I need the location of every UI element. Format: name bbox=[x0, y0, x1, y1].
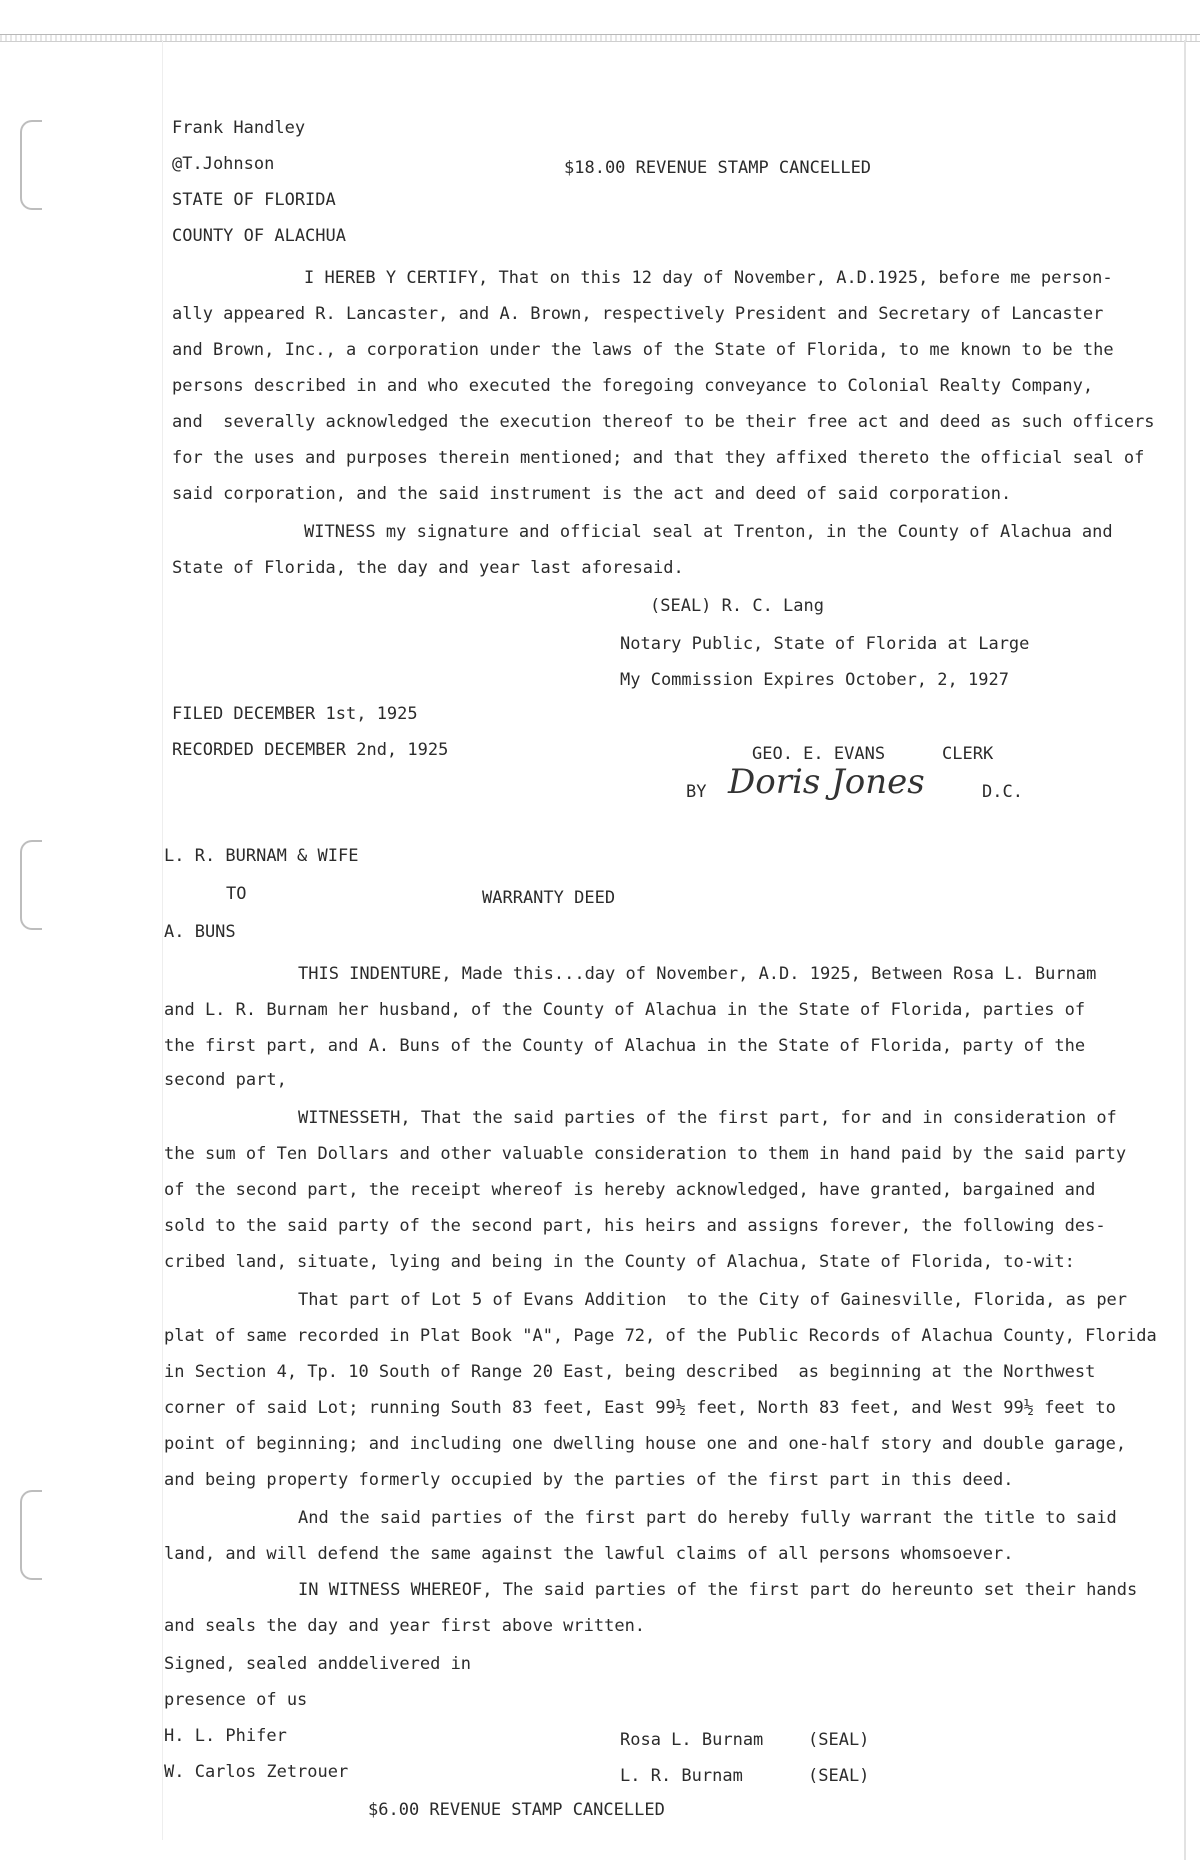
seal-1: (SEAL) bbox=[808, 1730, 870, 1750]
deed-line: That part of Lot 5 of Evans Addition to the City of Gainesville, Florida, as per bbox=[298, 1290, 1128, 1310]
revenue-stamp-2: $6.00 REVENUE STAMP CANCELLED bbox=[368, 1800, 665, 1820]
witness-2: W. Carlos Zetrouer bbox=[164, 1762, 349, 1782]
deed-line: land, and will defend the same against the lawful claims of all persons whomsoever. bbox=[164, 1544, 1014, 1564]
header-name-2: @T.Johnson bbox=[172, 154, 275, 174]
deed-line: and being property formerly occupied by the parties of the first part in this deed. bbox=[164, 1470, 1014, 1490]
ack-line: State of Florida, the day and year last aforesaid. bbox=[172, 558, 684, 578]
filed-date: FILED DECEMBER 1st, 1925 bbox=[172, 704, 418, 724]
binder-hole-bottom bbox=[20, 1490, 42, 1580]
ack-line: for the uses and purposes therein mentioned; and that they affixed thereto the official seal of bbox=[172, 448, 1145, 468]
deed-line: in Section 4, Tp. 10 South of Range 20 East, being described as beginning at the Northwest bbox=[164, 1362, 1096, 1382]
left-margin-line bbox=[162, 40, 163, 1840]
revenue-stamp-1: $18.00 REVENUE STAMP CANCELLED bbox=[564, 158, 872, 178]
deputy-clerk-signature: Doris Jones bbox=[728, 762, 925, 802]
seal-2: (SEAL) bbox=[808, 1766, 870, 1786]
deed-line: presence of us bbox=[164, 1690, 308, 1710]
recorded-date: RECORDED DECEMBER 2nd, 1925 bbox=[172, 740, 449, 760]
notary-commission: My Commission Expires October, 2, 1927 bbox=[620, 670, 1009, 690]
grantor-signature-1: Rosa L. Burnam bbox=[620, 1730, 764, 1750]
to-label: TO bbox=[226, 884, 247, 904]
deed-line: sold to the said party of the second part, his heirs and assigns forever, the following des- bbox=[164, 1216, 1106, 1236]
grantor-party: L. R. BURNAM & WIFE bbox=[164, 846, 359, 866]
grantee-party: A. BUNS bbox=[164, 922, 236, 942]
clerk-name: GEO. E. EVANS bbox=[752, 744, 886, 764]
witness-1: H. L. Phifer bbox=[164, 1726, 287, 1746]
deputy-clerk-label: D.C. bbox=[982, 782, 1023, 802]
grantor-signature-2: L. R. Burnam bbox=[620, 1766, 743, 1786]
deed-line: cribed land, situate, lying and being in the County of Alachua, State of Florida, to-wit: bbox=[164, 1252, 1075, 1272]
header-name-1: Frank Handley bbox=[172, 118, 306, 138]
ack-line: I HEREB Y CERTIFY, That on this 12 day of November, A.D.1925, before me person- bbox=[304, 268, 1113, 288]
ack-line: and severally acknowledged the execution thereof to be their free act and deed as such officers bbox=[172, 412, 1155, 432]
by-label: BY bbox=[686, 782, 707, 802]
deed-line: and L. R. Burnam her husband, of the County of Alachua in the State of Florida, parties of bbox=[164, 1000, 1086, 1020]
ack-line: WITNESS my signature and official seal at Trenton, in the County of Alachua and bbox=[304, 522, 1113, 542]
deed-line: plat of same recorded in Plat Book "A", Page 72, of the Public Records of Alachua County, Florida bbox=[164, 1326, 1157, 1346]
deed-line: of the second part, the receipt whereof is hereby acknowledged, have granted, bargained and bbox=[164, 1180, 1096, 1200]
deed-line: corner of said Lot; running South 83 feet, East 99½ feet, North 83 feet, and West 99½ feet to bbox=[164, 1398, 1116, 1418]
deed-line: the sum of Ten Dollars and other valuable consideration to them in hand paid by the said party bbox=[164, 1144, 1127, 1164]
state-heading: STATE OF FLORIDA bbox=[172, 190, 336, 210]
notary-title: Notary Public, State of Florida at Large bbox=[620, 634, 1030, 654]
notary-seal-line: (SEAL) R. C. Lang bbox=[650, 596, 824, 616]
clerk-title: CLERK bbox=[942, 744, 994, 764]
ack-line: said corporation, and the said instrument is the act and deed of said corporation. bbox=[172, 484, 1012, 504]
binder-hole-middle bbox=[20, 840, 42, 930]
deed-line: second part, bbox=[164, 1070, 287, 1090]
county-heading: COUNTY OF ALACHUA bbox=[172, 226, 346, 246]
ack-line: ally appeared R. Lancaster, and A. Brown, respectively President and Secretary of Lancaster bbox=[172, 304, 1104, 324]
deed-line: the first part, and A. Buns of the County of Alachua in the State of Florida, party of the bbox=[164, 1036, 1086, 1056]
ack-line: persons described in and who executed the foregoing conveyance to Colonial Realty Company, bbox=[172, 376, 1094, 396]
deed-line: IN WITNESS WHEREOF, The said parties of the first part do hereunto set their hands bbox=[298, 1580, 1138, 1600]
deed-line: THIS INDENTURE, Made this...day of November, A.D. 1925, Between Rosa L. Burnam bbox=[298, 964, 1097, 984]
page-top-edge bbox=[0, 34, 1200, 42]
deed-line: WITNESSETH, That the said parties of the first part, for and in consideration of bbox=[298, 1108, 1117, 1128]
binder-hole-top bbox=[20, 120, 42, 210]
ack-line: and Brown, Inc., a corporation under the laws of the State of Florida, to me known to be the bbox=[172, 340, 1114, 360]
page-right-edge bbox=[1184, 40, 1186, 1860]
deed-title: WARRANTY DEED bbox=[482, 888, 616, 908]
deed-line: and seals the day and year first above written. bbox=[164, 1616, 646, 1636]
deed-line: And the said parties of the first part do hereby fully warrant the title to said bbox=[298, 1508, 1117, 1528]
deed-line: Signed, sealed anddelivered in bbox=[164, 1654, 472, 1674]
deed-line: point of beginning; and including one dwelling house one and one-half story and double garage, bbox=[164, 1434, 1127, 1454]
